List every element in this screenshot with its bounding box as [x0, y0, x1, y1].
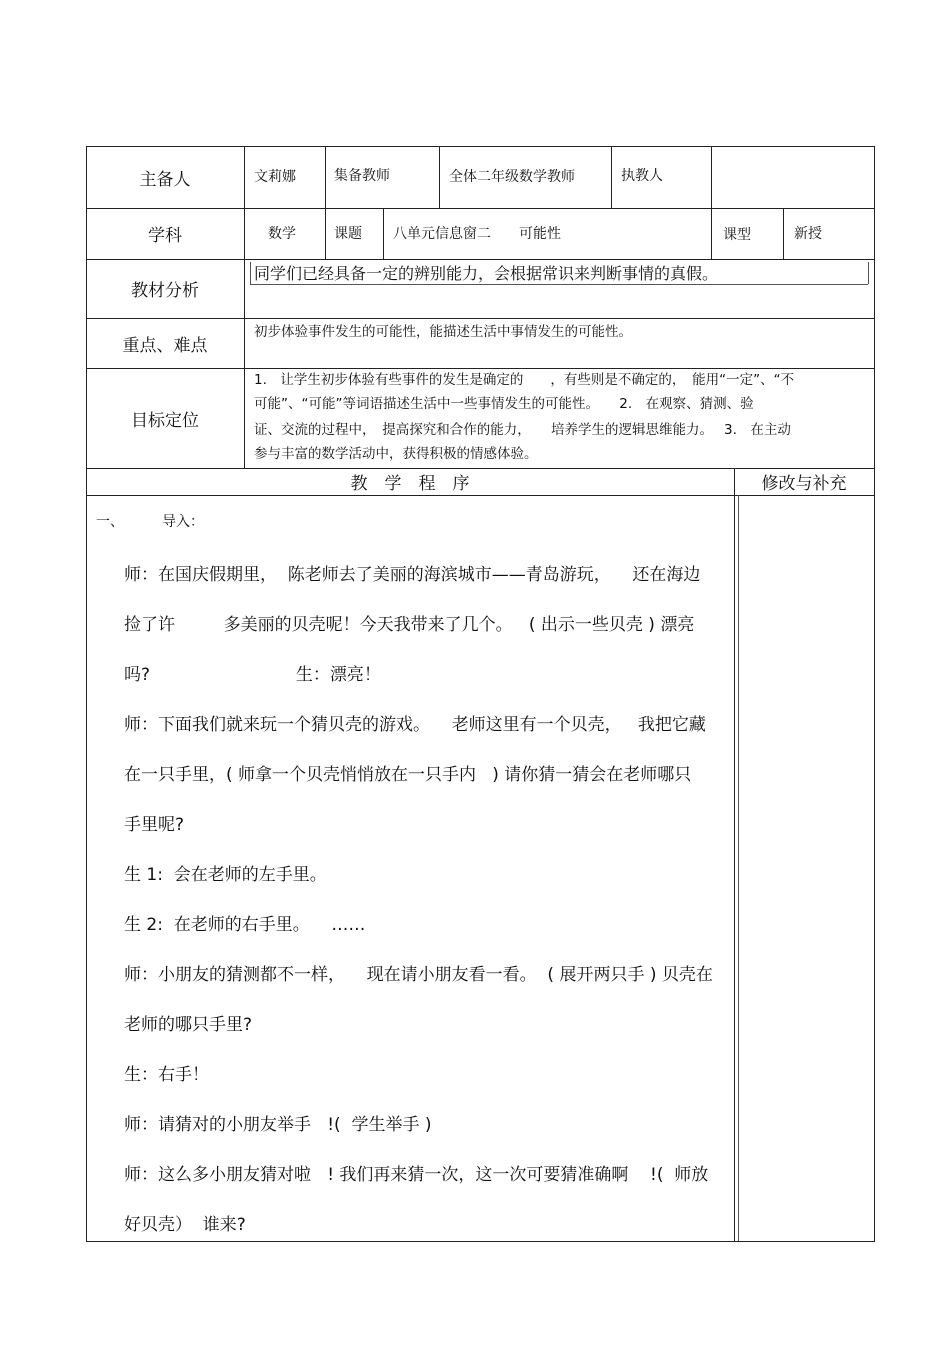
- procedure-line: 在一只手里，( 师拿一个贝壳悄悄放在一只手内 ) 请你猜一猜会在老师哪只: [124, 765, 692, 785]
- analysis-inner-left: [250, 262, 251, 284]
- procedure-line: 老师的哪只手里?: [124, 1015, 253, 1035]
- teach-label: 执教人: [621, 168, 663, 184]
- section-title: 导入：: [162, 514, 204, 530]
- lead-label: 主备人: [139, 169, 191, 190]
- goals-line-2: 可能”、“可能”等词语描述生活中一些事情发生的可能性。 2. 在观察、猜测、验: [254, 396, 754, 412]
- topic-value: 八单元信息窗二 可能性: [393, 226, 561, 242]
- subject-value: 数学: [268, 226, 296, 242]
- procedure-line: 生：右手！: [124, 1065, 209, 1085]
- procedure-title: 教 学 程 序: [350, 474, 470, 494]
- procedure-line: 吗? 生：漂亮！: [124, 665, 381, 685]
- type-label: 课型: [723, 227, 751, 243]
- label-column-divider: [244, 146, 245, 468]
- type-value: 新授: [794, 226, 822, 242]
- subject-label: 学科: [148, 226, 182, 246]
- analysis-inner-line: [250, 284, 868, 285]
- procedure-line: 师：这么多小朋友猜对啦 ! 我们再来猜一次，这一次可要猜准确啊 !( 师放: [124, 1165, 709, 1185]
- analysis-label: 教材分析: [131, 281, 199, 301]
- section-number: 一、: [96, 514, 124, 530]
- goals-line-4: 参与丰富的数学活动中，获得积极的情感体验。: [254, 446, 538, 462]
- procedure-line: 手里呢?: [124, 815, 185, 835]
- analysis-inner-right: [868, 262, 869, 284]
- procedure-line: 生 2: 在老师的右手里。 ……: [124, 915, 366, 935]
- prep-label: 集备教师: [334, 168, 390, 184]
- lead-name: 文莉娜: [254, 169, 296, 185]
- procedure-divider-a: [734, 468, 735, 1242]
- goals-line-1: 1. 让学生初步体验有些事件的发生是确定的 ，有些则是不确定的， 能用“一定”、“不: [254, 372, 795, 388]
- procedure-line: 师：在国庆假期里， 陈老师去了美丽的海滨城市——青岛游玩， 还在海边: [124, 565, 701, 585]
- procedure-line: 生 1: 会在老师的左手里。: [124, 865, 327, 885]
- procedure-line: 捡了许 多美丽的贝壳呢！今天我带来了几个。 ( 出示一些贝壳 ) 漂亮: [124, 615, 695, 635]
- keypoints-label: 重点、难点: [122, 335, 208, 356]
- table-border-right: [874, 146, 875, 1242]
- procedure-divider-b: [738, 495, 739, 1241]
- row2-divider-a: [383, 208, 384, 259]
- procedure-line: 师：请猜对的小朋友举手 !( 学生举手 ): [124, 1115, 432, 1135]
- prep-value: 全体二年级数学教师: [449, 169, 575, 185]
- row1-divider-c: [611, 146, 612, 208]
- keypoints-text: 初步体验事件发生的可能性，能描述生活中事情发生的可能性。: [254, 324, 632, 340]
- row1-divider-a: [325, 146, 326, 259]
- topic-label: 课题: [334, 226, 362, 242]
- row2-divider-b: [783, 208, 784, 259]
- goals-line-3: 证、交流的过程中， 提高探究和合作的能力， 培养学生的逻辑思维能力。 3. 在主动: [254, 422, 791, 438]
- procedure-line: 师：下面我们就来玩一个猜贝壳的游戏。 老师这里有一个贝壳， 我把它藏: [124, 715, 706, 735]
- row1-divider-d: [711, 146, 712, 259]
- table-border-bottom: [86, 1241, 875, 1242]
- goals-label: 目标定位: [131, 410, 199, 431]
- procedure-side-title: 修改与补充: [761, 474, 847, 494]
- row-divider-6: [86, 495, 875, 496]
- procedure-line: 师：小朋友的猜测都不一样， 现在请小朋友看一看。 ( 展开两只手 ) 贝壳在: [124, 965, 713, 985]
- procedure-line: 好贝壳） 谁来?: [124, 1215, 246, 1235]
- row1-divider-b: [439, 146, 440, 208]
- analysis-text: 同学们已经具备一定的辨别能力，会根据常识来判断事情的真假。: [254, 264, 719, 283]
